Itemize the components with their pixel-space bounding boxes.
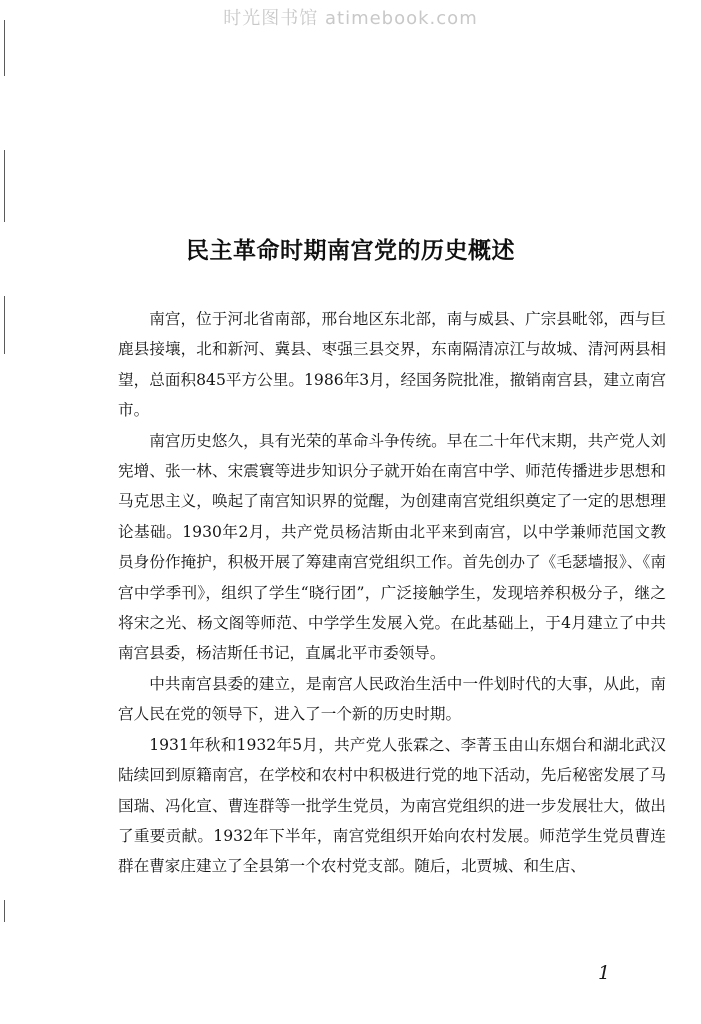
scan-margin-mark bbox=[4, 150, 5, 222]
paragraph: 南宫，位于河北省南部，邢台地区东北部，南与威县、广宗县毗邻，西与巨鹿县接壤，北和新河、冀县、枣强三县交界，东南隔清凉江与故城、清河两县相望，总面积845平方公里。1986年3月，经国务院批准，撤销南宫县，建立南宫市。 bbox=[118, 310, 666, 420]
scan-margin-mark bbox=[4, 20, 5, 76]
watermark: 时光图书馆 atimebook.com bbox=[223, 8, 478, 29]
paragraph: 1931年秋和1932年5月，共产党人张霖之、李菁玉由山东烟台和湖北武汉陆续回到原籍南宫，在学校和农村中积极进行党的地下活动，先后秘密发展了马国瑞、冯化宣、曹连群等一批学生党员，为南宫党组织的进一步发展壮大，做出了重要贡献。1932年下半年，南宫党组织开始向农村发展。师范学生党员曹连群在曹家庄建立了全县第一个农村党支部。随后，北贾城、和生店、 bbox=[118, 735, 666, 876]
page-number: 1 bbox=[598, 962, 611, 984]
page-title: 民主革命时期南宫党的历史概述 bbox=[186, 237, 515, 264]
scan-margin-mark bbox=[4, 296, 5, 354]
body-text bbox=[118, 304, 666, 882]
paragraph: 中共南宫县委的建立，是南宫人民政治生活中一件划时代的大事，从此，南宫人民在党的领导下，进入了一个新的历史时期。 bbox=[118, 674, 666, 724]
scan-margin-mark bbox=[4, 900, 5, 922]
paragraph: 南宫历史悠久，具有光荣的革命斗争传统。早在二十年代末期，共产党人刘宪增、张一林、宋震寰等进步知识分子就开始在南宫中学、师范传播进步思想和马克思主义，唤起了南宫知识界的觉醒，为创建南宫党组织奠定了一定的思想理论基础。1930年2月，共产党员杨洁斯由北平来到南宫，以中学兼师范国文教员身份作掩护，积极开展了筹建南宫党组织工作。首先创办了《毛瑟墙报》、《南宫中学季刊》，组织了学生“晓行团”，广泛接触学生，发现培养积极分子，继之将宋之光、杨文阁等师范、中学学生发展入党。在此基础上，于4月建立了中共南宫县委，杨洁斯任书记，直属北平市委领导。 bbox=[118, 431, 666, 663]
